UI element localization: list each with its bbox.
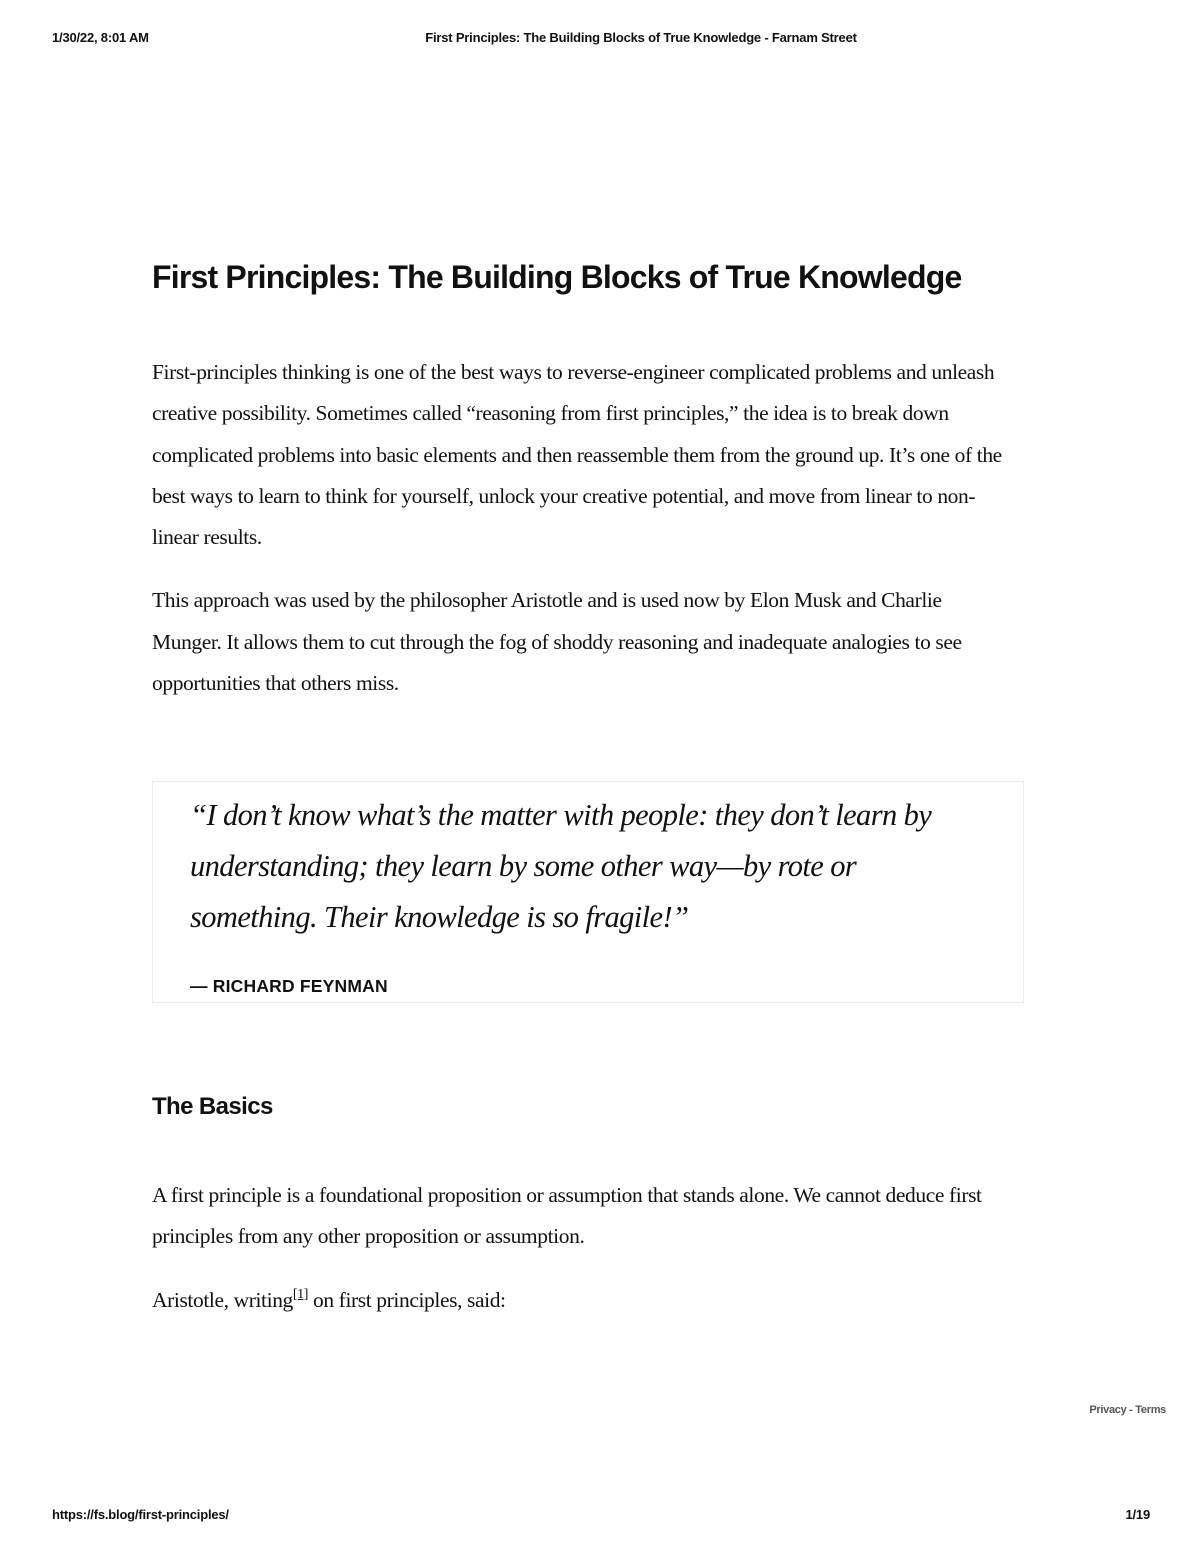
print-footer [52,1507,1150,1525]
quote-text: “I don’t know what’s the matter with people: they don’t learn by understanding; they learn by some other way—by rote or something. Their knowledge is so fragile!” [190,798,932,934]
intro-paragraph-1: First-principles thinking is one of the best ways to reverse-engineer complicated problems and unleash creative possibility. Sometimes called “reasoning from first principles,” the idea is to break down complicated problems into basic elements and then reassemble them from the ground up. It’s one of the best ways to learn to think for yourself, unlock your creative potential, and move from linear to non-linear results. [152,360,1002,550]
aristotle-text-start: Aristotle, writing [152,1287,293,1312]
article [152,252,1032,704]
intro-paragraph-2: This approach was used by the philosopher Aristotle and is used now by Elon Musk and Charlie Munger. It allows them to cut through the fog of shoddy reasoning and inadequate analogies to see opportunities that others miss. [152,588,962,696]
print-page-title: First Principles: The Building Blocks of True Knowledge - Farnam Street [425,30,857,45]
article-title: First Principles: The Building Blocks of True Knowledge [152,259,962,295]
section-the-basics [152,1088,1032,1321]
print-url: https://fs.blog/first-principles/ [52,1507,229,1522]
quote-attribution: — RICHARD FEYNMAN [190,976,388,996]
aristotle-text-end: on first principles, said: [308,1287,506,1312]
aristotle-paragraph [152,1280,1012,1321]
privacy-terms-links[interactable]: Privacy - Terms [1089,1404,1166,1416]
pull-quote [152,781,1024,1003]
print-header [52,30,1150,48]
print-datetime: 1/30/22, 8:01 AM [52,30,149,45]
footnote-link[interactable]: [1] [292,1286,309,1302]
basics-paragraph: A first principle is a foundational proposition or assumption that stands alone. We cannot deduce first principles from any other proposition or assumption. [152,1183,982,1249]
print-page-number: 1/19 [1125,1507,1150,1522]
section-heading: The Basics [152,1093,273,1120]
